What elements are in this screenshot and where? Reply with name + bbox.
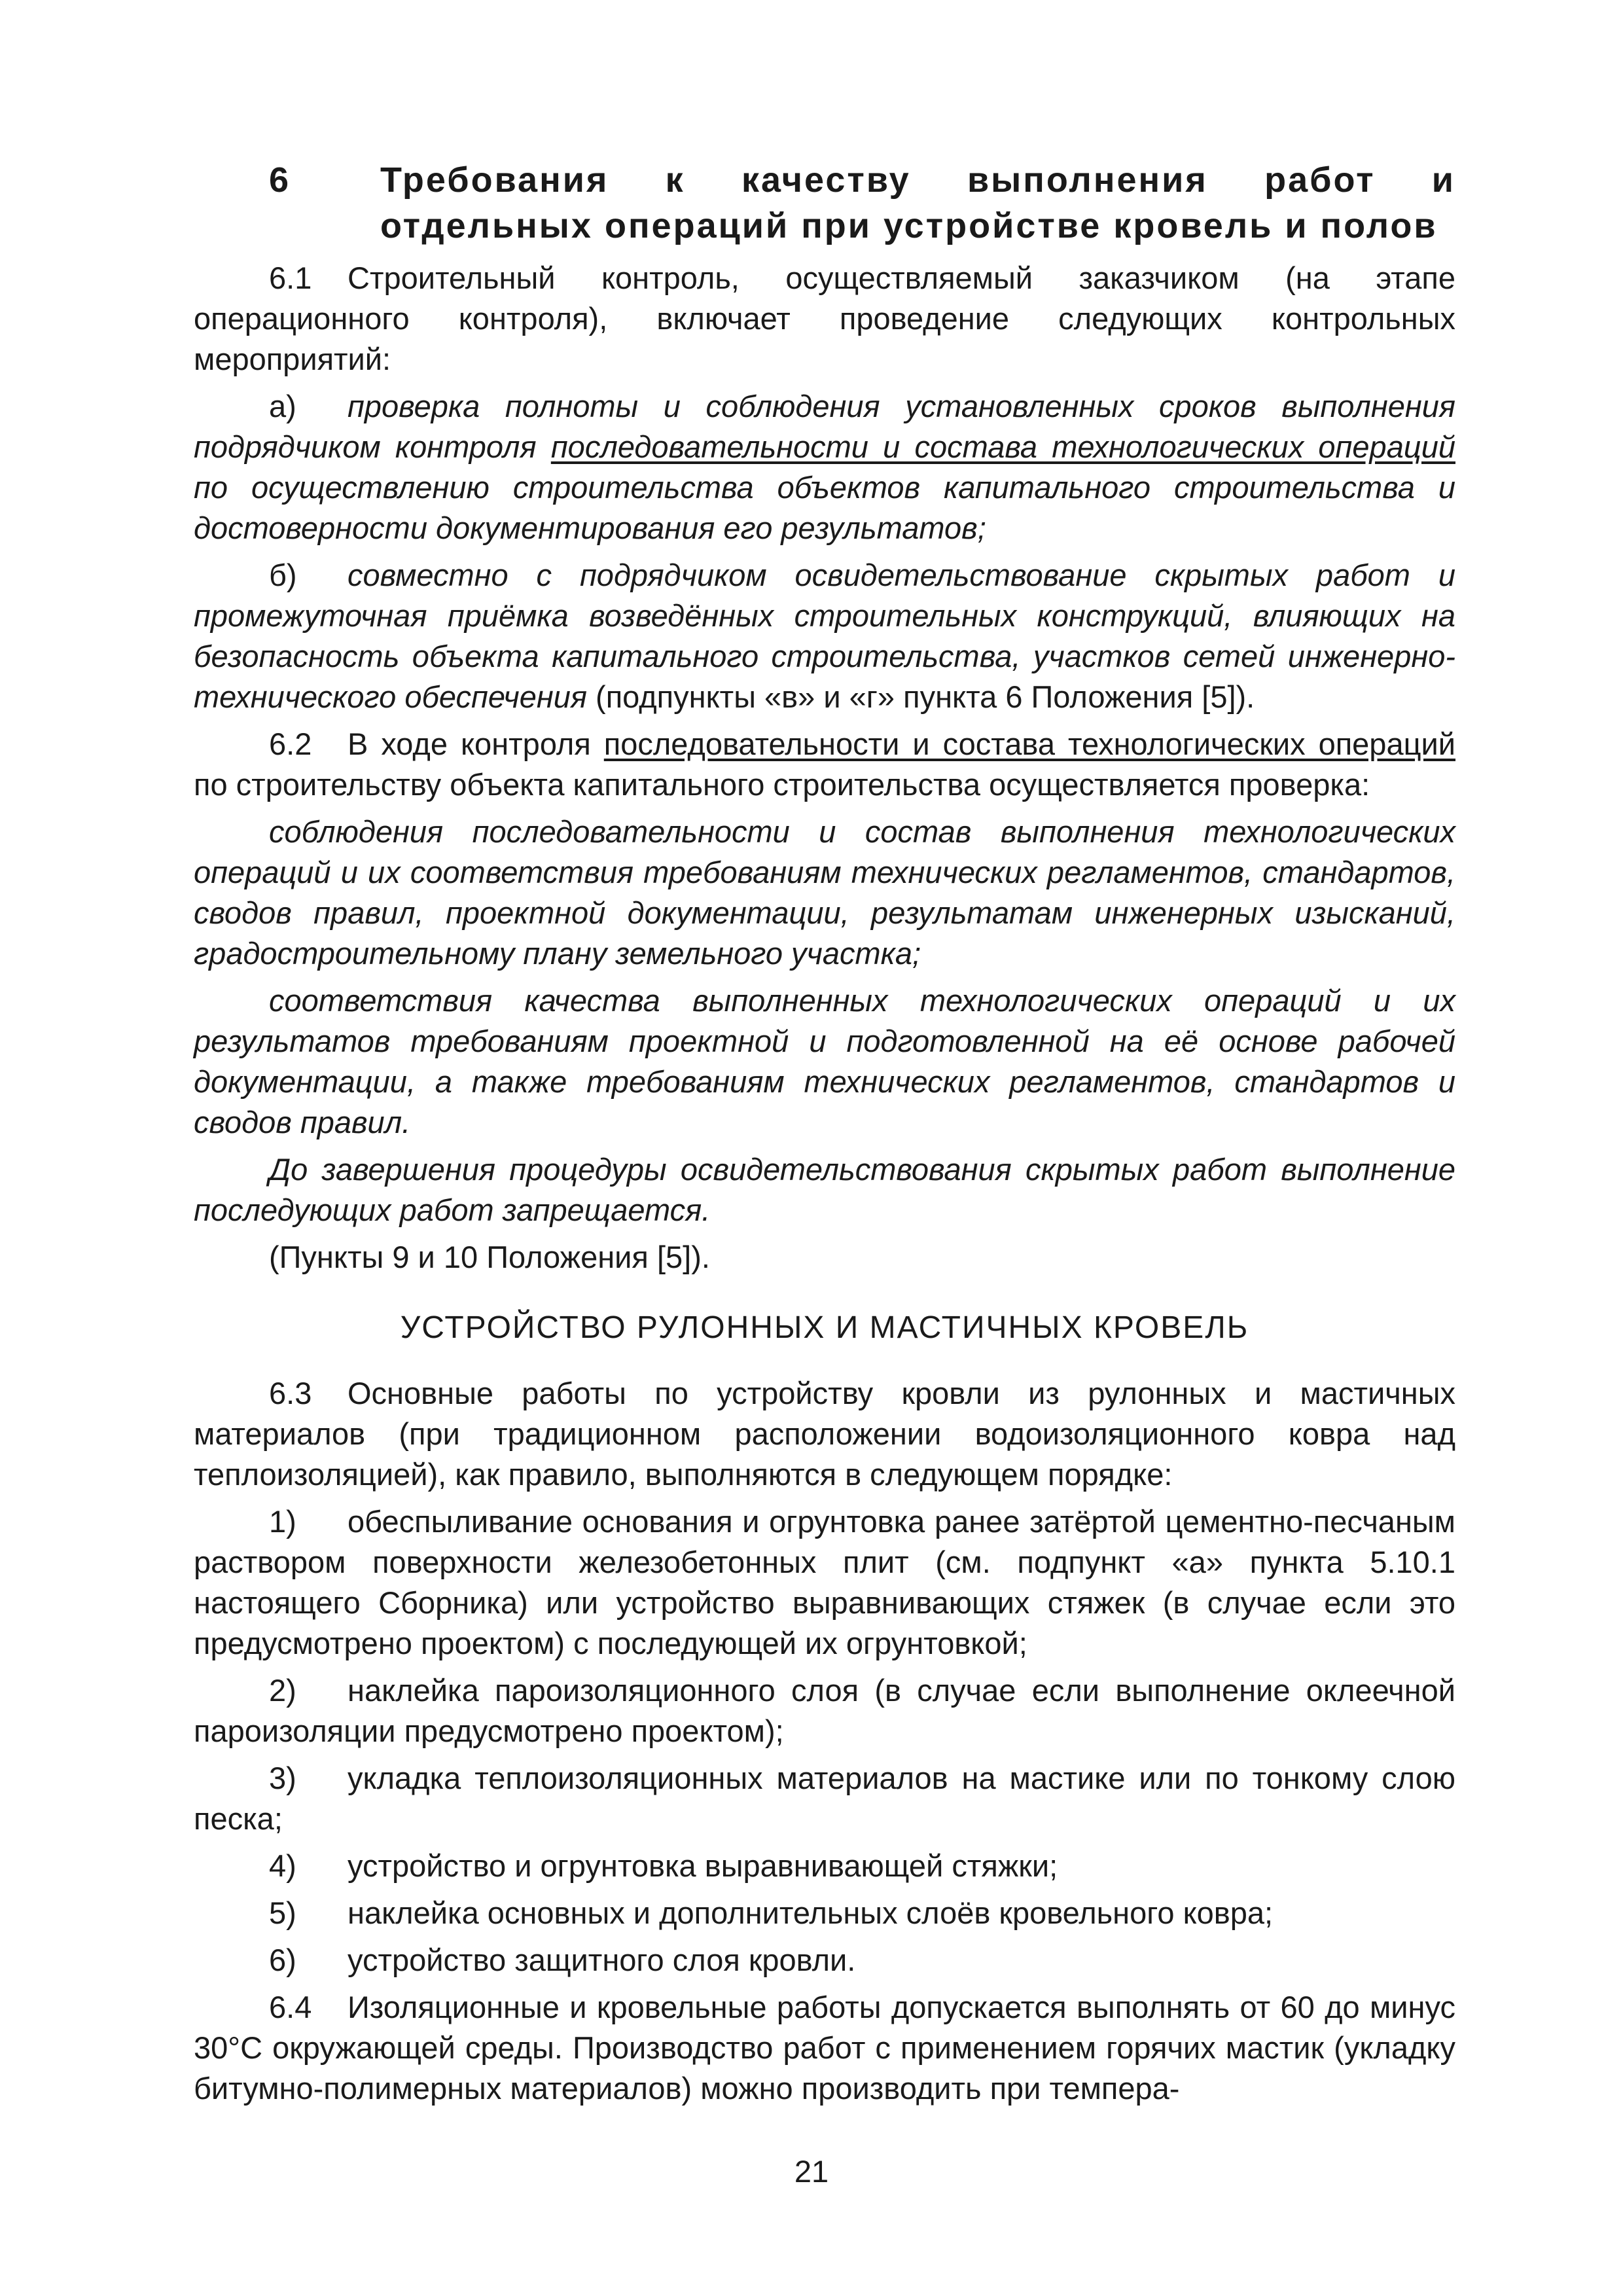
item-text: проверка полноты и соблюдения установленных сроков выполнения подрядчиком контроля [194, 389, 1455, 464]
item-reference: (подпункты «в» и «г» пункта 6 Положения [5]). [586, 679, 1255, 714]
check-item-2: соответствия качества выполненных технологических операций и их результатов требованиям проектной и подготовленной на её основе рабочей документации, а также требованиям технических регламентов, стандартов и сводов правил. [194, 983, 1455, 1139]
clause-text: Изоляционные и кровельные работы допускается выполнять от 60 до минус 30°С окружающей среды. Производство работ с применением горячих мастик (укладку битумно-полимерных материалов) можно производить при темпера- [194, 1990, 1455, 2106]
clause-number: 6.2 [269, 726, 312, 761]
item-label: а) [269, 389, 296, 423]
underlined-term: последовательности и состава технологических операций [550, 429, 1455, 464]
clause-text: Строительный контроль, осуществляемый заказчиком (на этапе операционного контроля), включает проведение следующих контрольных мероприятий: [194, 260, 1455, 376]
prohibition-note: До завершения процедуры освидетельствования скрытых работ выполнение последующих работ запрещается. [194, 1152, 1455, 1227]
step-2 [194, 1670, 1455, 1751]
step-label: 5) [269, 1895, 296, 1930]
step-1 [194, 1501, 1455, 1664]
step-label: 4) [269, 1848, 296, 1883]
reference-note: (Пункты 9 и 10 Положения [5]). [269, 1240, 710, 1274]
step-text: устройство защитного слоя кровли. [348, 1943, 856, 1977]
step-4 [194, 1846, 1455, 1886]
step-text: обеспыливание основания и огрунтовка ранее затёртой цементно-песчаным раствором поверхности железобетонных плит (см. подпункт «а» пункта 5.10.1 настоящего Сборника) или устройство выравнивающих стяжек (в случае если это предусмотрено проектом) с последующей их огрунтовкой; [194, 1504, 1455, 1660]
step-text: укладка теплоизоляционных материалов на мастике или по тонкому слою песка; [194, 1761, 1455, 1836]
list-item-a [194, 386, 1455, 548]
step-label: 3) [269, 1761, 296, 1795]
step-label: 2) [269, 1673, 296, 1708]
clause-number: 6.3 [269, 1376, 312, 1410]
subsection-heading: УСТРОЙСТВО РУЛОННЫХ И МАСТИЧНЫХ КРОВЕЛЬ [400, 1310, 1249, 1345]
step-text: наклейка пароизоляционного слоя (в случае если выполнение оклеечной пароизоляции предусмотрено проектом); [194, 1673, 1455, 1748]
clause-number: 6.4 [269, 1990, 312, 2024]
step-label: 6) [269, 1943, 296, 1977]
page-number: 21 [794, 2154, 829, 2189]
step-3 [194, 1758, 1455, 1839]
paragraph-6-2 [194, 724, 1455, 805]
paragraph-6-3 [194, 1373, 1455, 1495]
clause-text-cont: по строительству объекта капитального строительства осуществляется проверка: [194, 767, 1370, 802]
item-text: совместно с подрядчиком освидетельствование скрытых работ и промежуточная приёмка возведённых строительных конструкций, влияющих на безопасность объекта капитального строительства, участков сетей инженерно-технического обеспечения [194, 558, 1455, 714]
list-item-b [194, 555, 1455, 717]
clause-number: 6.1 [269, 260, 312, 295]
item-label: б) [269, 558, 297, 592]
check-item-1: соблюдения последовательности и состав выполнения технологических операций и их соответствия требованиям технических регламентов, стандартов, сводов правил, проектной документации, результатам инженерных изысканий, градостроительному плану земельного участка; [194, 814, 1455, 971]
step-6 [194, 1940, 1455, 1981]
underlined-term: последовательности и состава технологических операций [603, 726, 1456, 761]
item-text-cont: по осуществлению строительства объектов капитального строительства и достоверности документирования его результатов; [194, 470, 1455, 545]
clause-text: В ходе контроля [348, 726, 604, 761]
step-text: наклейка основных и дополнительных слоёв кровельного ковра; [348, 1895, 1274, 1930]
step-5 [194, 1893, 1455, 1933]
step-label: 1) [269, 1504, 296, 1539]
clause-text: Основные работы по устройству кровли из рулонных и мастичных материалов (при традиционном расположении водоизоляционного ковра над теплоизоляцией), как правило, выполняются в следующем порядке: [194, 1376, 1455, 1492]
step-text: устройство и огрунтовка выравнивающей стяжки; [348, 1848, 1058, 1883]
paragraph-6-1 [194, 258, 1455, 380]
section-title: Требования к качеству выполнения работ и отдельных операций при устройстве кровель и полов [380, 160, 1455, 245]
paragraph-6-4 [194, 1987, 1455, 2109]
section-number: 6 [269, 160, 291, 200]
document-page [194, 157, 1455, 2115]
section-heading [194, 157, 1455, 249]
